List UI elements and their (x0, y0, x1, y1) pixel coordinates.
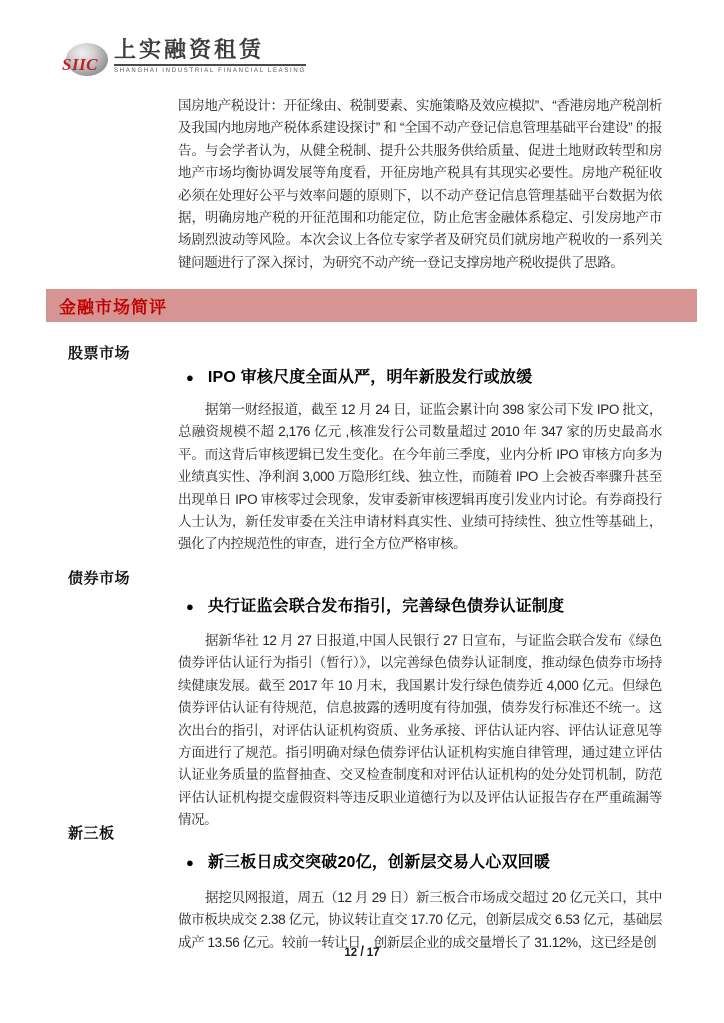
section-heading-stock-market: 股票市场 (68, 345, 131, 362)
bullet-icon: ● (186, 855, 194, 870)
logo-text-block (114, 36, 306, 74)
stock-market-paragraph: 据第一财经报道，截至 12 月 24 日，证监会累计向 398 家公司下发 IPO 批文，总融资规模不超 2,176 亿元 ,核准发行公司数量超过 2010 年 347 家的历史最高水平。而这背后审核逻辑已发生变化。在今年前三季度，业内分析 IPO 审核方向多为业绩真实性、净利润 3,000 万隐形红线、独立性，而随着 IPO 上会被否率骤升甚至出现单日 IPO 审核零过会现象，发审委新审核逻辑再度引发业内讨论。有券商投行人士认为，新任发审委在关注申请材料真实性、业绩可持续性、独立性等基础上，强化了内控规范性的审查，进行全方位严格审核。 (178, 402, 662, 552)
bullet-headline-neeq (186, 852, 664, 873)
company-logo (62, 36, 306, 76)
bond-market-paragraph: 据新华社 12 月 27 日报道,中国人民银行 27 日宣布，与证监会联合发布《绿色债券评估认证行为指引（暂行）》，以完善绿色债券认证制度，推动绿色债券市场持续健康发展。截至 2017 年 10 月末，我国累计发行绿色债券近 4,000 亿元。但绿色债券评估认证有待规范，信息披露的透明度有待加强，债券发行标准还不统一。这次出台的指引，对评估认证机构资质、业务承接、评估认证内容、评估认证意见等方面进行了规范。指引明确对绿色债券评估认证机构实施自律管理，通过建立评估认证业务质量的监督抽查、交叉检查制度和对评估认证机构的处分处罚机制，防范评估认证机构提交虚假资料等违反职业道德行为以及评估认证报告存在严重疏漏等情况。 (178, 633, 662, 828)
intro-paragraph: 国房地产税设计：开征缘由、税制要素、实施策略及效应模拟”、“香港房地产税剖析及我国内地房地产税体系建设探讨” 和 “全国不动产登记信息管理基础平台建设” 的报告。与会学者认为，从健全税制、提升公共服务供给质量、促进土地财政转型和房地产市场均衡协调发展等角度看，开征房地产税具有其现实必要性。房地产税征收必须在处理好公平与效率问题的原则下，以不动产登记信息管理基础平台数据为依据，明确房地产税的开征范围和功能定位，防止危害金融体系稳定、引发房地产市场剧烈波动等风险。本次会议上各位专家学者及研究员们就房地产税收的一系列关键问题进行了深入探讨，为研究不动产统一登记支撑房地产税收提供了思路。 (178, 98, 662, 270)
company-name-cn: 上实融资租赁 (114, 37, 265, 62)
headline-text: 央行证监会联合发布指引，完善绿色债券认证制度 (207, 598, 565, 615)
neeq-paragraph: 据挖贝网报道，周五（12 月 29 日）新三板合市场成交超过 20 亿元关口，其中做市板块成交 2.38 亿元，协议转让直交 17.70 亿元，创新层成交 6.53 亿元，基础层成产 13.56 亿元。较前一转让日，创新层企业的成交量增长了 31.12%，这已经是创 (178, 890, 662, 950)
headline-text: IPO 审核尺度全面从严，明年新股发行或放缓 (207, 369, 533, 386)
bullet-icon: ● (186, 370, 194, 385)
bullet-headline-bond (186, 596, 664, 617)
bullet-headline-stock (186, 367, 664, 388)
bullet-icon: ● (186, 599, 194, 614)
section-heading-bond-market: 债券市场 (68, 570, 131, 587)
page-number: 12 / 17 (344, 947, 380, 959)
section-heading-neeq: 新三板 (68, 825, 115, 842)
banner-title: 金融市场简评 (59, 298, 167, 317)
logo-underline (114, 64, 306, 66)
siic-globe-icon (62, 43, 108, 76)
siic-wordmark: SIIC (62, 55, 99, 74)
headline-text: 新三板日成交突破20亿，创新层交易人心双回暖 (207, 854, 551, 871)
company-name-en: SHANGHAI INDUSTRIAL FINANCIAL LEASING (114, 67, 306, 74)
section-banner (46, 289, 697, 322)
